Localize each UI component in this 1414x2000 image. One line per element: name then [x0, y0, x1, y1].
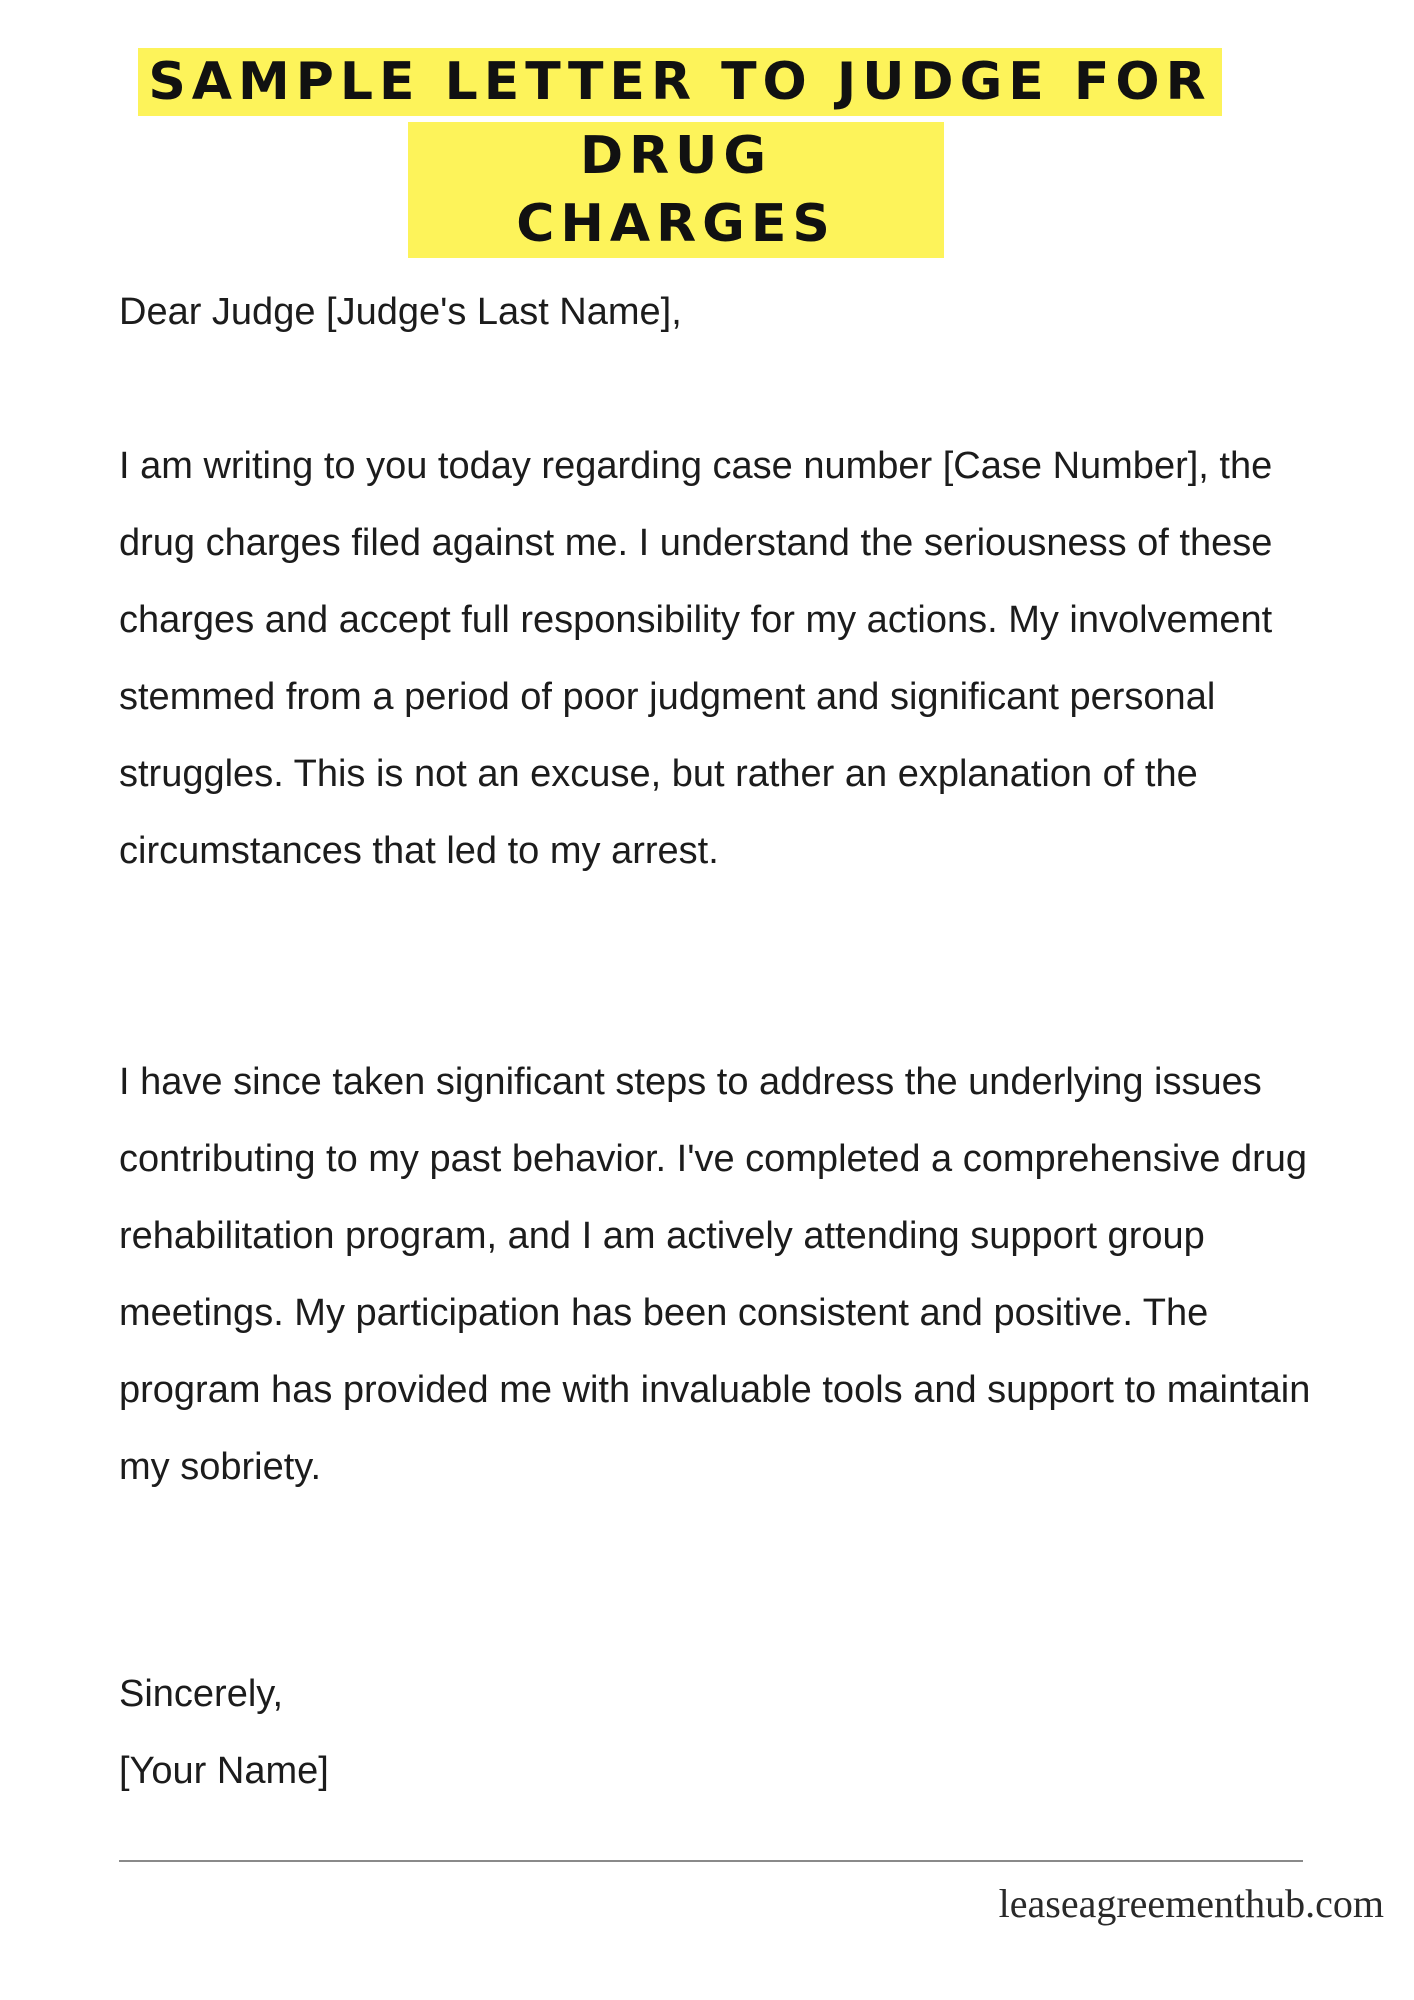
website-watermark: leaseagreementhub.com [998, 1881, 1384, 1926]
salutation [119, 274, 1349, 351]
signature [119, 1733, 1349, 1810]
body-paragraph-1 [119, 428, 1349, 890]
salutation-text: Dear Judge [Judge's Last Name], [119, 291, 682, 333]
title-line-1: SAMPLE LETTER TO JUDGE FOR [138, 48, 1221, 116]
paragraph-1-text: I am writing to you today regarding case number [Case Number], the drug charges filed against me. I understand the seriousness of these charges and accept full responsibility for my actions. My involvement stemmed from a period of poor judgment and significant personal struggles. This is not an excuse, but rather an explanation of the circumstances that led to my arrest. [119, 445, 1273, 872]
paragraph-2-text: I have since taken significant steps to address the underlying issues contributing to my past behavior. I've completed a comprehensive drug rehabilitation program, and I am actively attending support group meetings. My participation has been consistent and positive. The program has provided me with invaluable tools and support to maintain my sobriety. [119, 1061, 1311, 1488]
footer-divider [119, 1860, 1303, 1862]
closing-text: Sincerely, [119, 1673, 284, 1715]
title-line-2: DRUG CHARGES [408, 122, 944, 258]
body-paragraph-2 [119, 1044, 1349, 1506]
closing [119, 1656, 1349, 1733]
signature-text: [Your Name] [119, 1750, 329, 1792]
